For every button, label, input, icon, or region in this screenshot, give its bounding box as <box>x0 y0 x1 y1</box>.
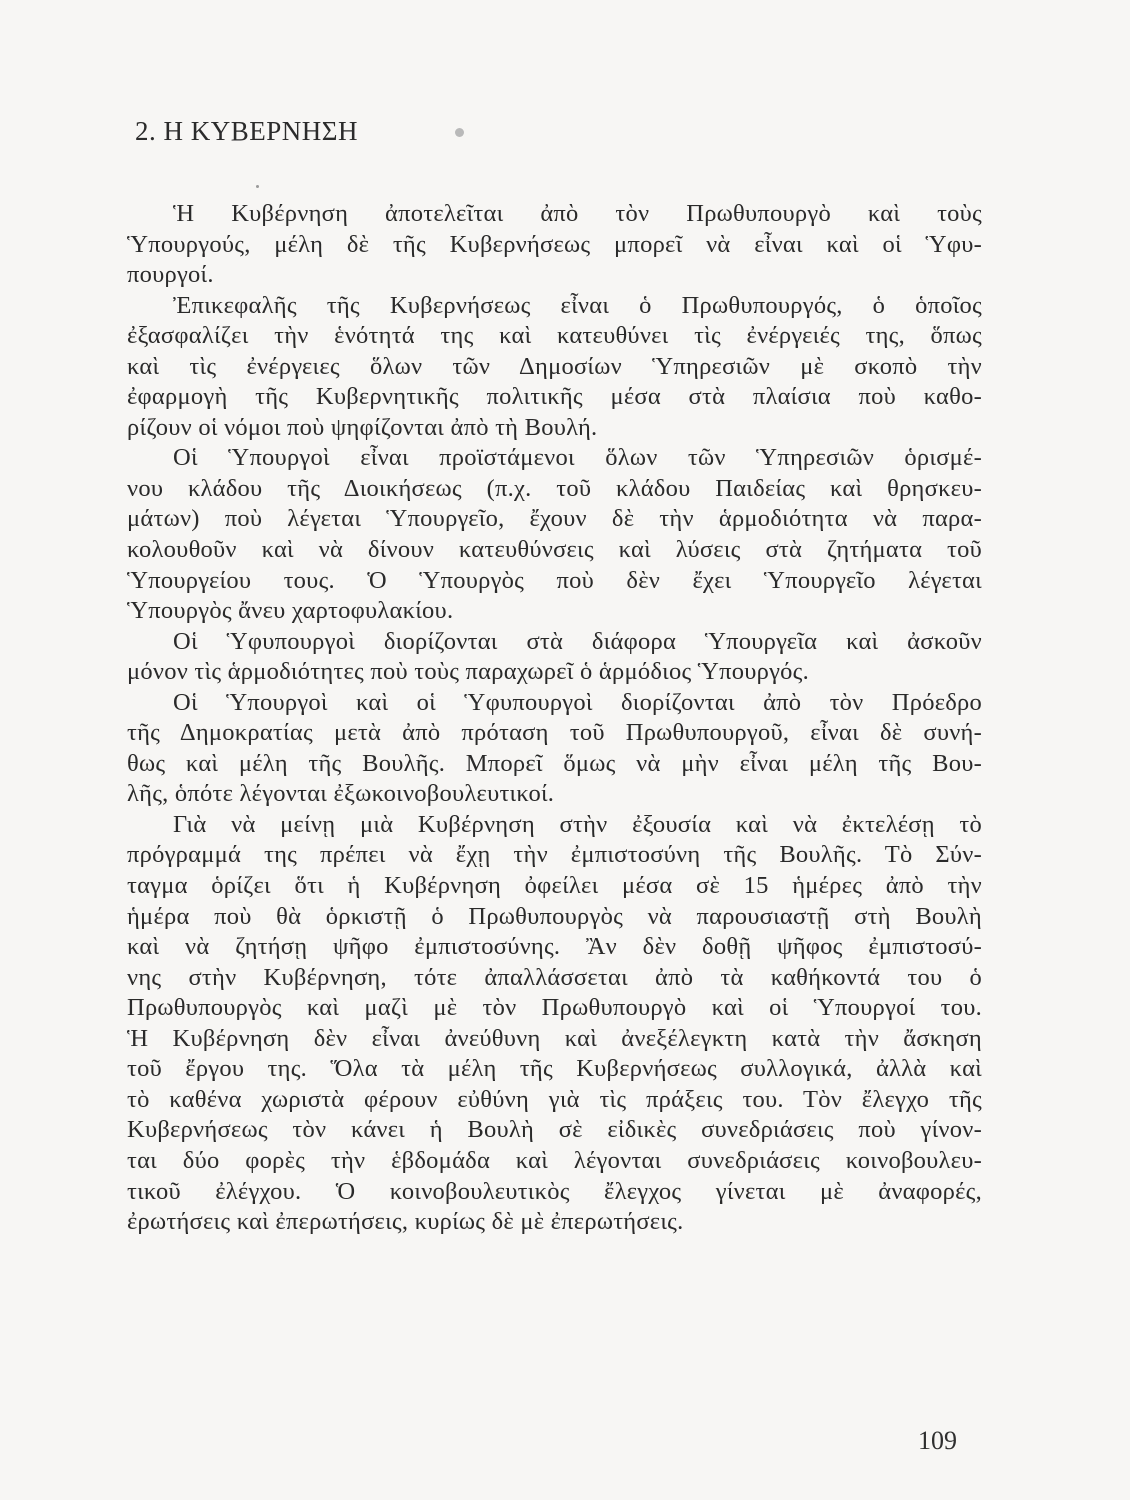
text-line: τῆς Δημοκρατίας μετὰ ἀπὸ πρόταση τοῦ Πρωθυπουργοῦ, εἶναι δὲ συνή- <box>127 719 982 747</box>
text-line: Κυβερνήσεως τὸν κάνει ἡ Βουλὴ σὲ εἰδικὲς συνεδριάσεις ποὺ γίνον- <box>127 1116 982 1144</box>
text-line: Γιὰ νὰ μείνῃ μιὰ Κυβέρνηση στὴν ἐξουσία καὶ νὰ ἐκτελέσῃ τὸ <box>173 810 982 838</box>
text-line: ἡμέρα ποὺ θὰ ὁρκιστῇ ὁ Πρωθυπουργὸς νὰ παρουσιαστῇ στὴ Βουλὴ <box>127 902 982 930</box>
body-text <box>127 199 982 1238</box>
ink-dot <box>256 185 259 188</box>
text-line: Ὑπουργὸς ἄνευ χαρτοφυλακίου. <box>127 597 454 625</box>
text-line: ρίζουν οἱ νόμοι ποὺ ψηφίζονται ἀπὸ τὴ Βουλή. <box>127 413 598 441</box>
text-line: θως καὶ μέλη τῆς Βουλῆς. Μπορεῖ ὅμως νὰ μὴν εἶναι μέλη τῆς Βου- <box>127 749 982 777</box>
section-heading: 2. Η ΚΥΒΕΡΝΗΣΗ <box>135 116 358 146</box>
text-line: νης στὴν Κυβέρνηση, τότε ἀπαλλάσσεται ἀπὸ τὰ καθήκοντά του ὁ <box>127 963 982 991</box>
text-line: μόνον τὶς ἁρμοδιότητες ποὺ τοὺς παραχωρεῖ ὁ ἁρμόδιος Ὑπουργός. <box>127 658 809 686</box>
text-line: Ἡ Κυβέρνηση δὲν εἶναι ἀνεύθυνη καὶ ἀνεξέλεγκτη κατὰ τὴν ἄσκηση <box>127 1024 982 1052</box>
text-line: τοῦ ἔργου της. Ὅλα τὰ μέλη τῆς Κυβερνήσεως συλλογικά, ἀλλὰ καὶ <box>127 1055 982 1083</box>
text-line: τικοῦ ἐλέγχου. Ὁ κοινοβουλευτικὸς ἔλεγχος γίνεται μὲ ἀναφορές, <box>127 1177 982 1205</box>
text-line: ἐρωτήσεις καὶ ἐπερωτήσεις, κυρίως δὲ μὲ ἐπερωτήσεις. <box>127 1208 684 1236</box>
text-line: νου κλάδου τῆς Διοικήσεως (π.χ. τοῦ κλάδου Παιδείας καὶ θρησκευ- <box>127 474 982 502</box>
text-line: μάτων) ποὺ λέγεται Ὑπουργεῖο, ἔχουν δὲ τὴν ἁρμοδιότητα νὰ παρα- <box>127 505 982 533</box>
text-line: Οἱ Ὑπουργοὶ εἶναι προϊστάμενοι ὅλων τῶν Ὑπηρεσιῶν ὁρισμέ- <box>173 444 982 472</box>
text-line: Ὑπουργούς, μέλη δὲ τῆς Κυβερνήσεως μπορεῖ νὰ εἶναι καὶ οἱ Ὑφυ- <box>127 230 982 258</box>
text-line: Πρωθυπουργὸς καὶ μαζὶ μὲ τὸν Πρωθυπουργὸ καὶ οἱ Ὑπουργοί του. <box>127 994 982 1022</box>
text-line: Ὑπουργείου τους. Ὁ Ὑπουργὸς ποὺ δὲν ἔχει Ὑπουργεῖο λέγεται <box>127 566 982 594</box>
text-line: ταγμα ὁρίζει ὅτι ἡ Κυβέρνηση ὀφείλει μέσα σὲ 15 ἡμέρες ἀπὸ τὴν <box>127 872 982 900</box>
text-line: Ἡ Κυβέρνηση ἀποτελεῖται ἀπὸ τὸν Πρωθυπουργὸ καὶ τοὺς <box>173 200 982 227</box>
text-line: ται δύο φορὲς τὴν ἑβδομάδα καὶ λέγονται συνεδριάσεις κοινοβουλευ- <box>127 1146 982 1174</box>
text-line: τὸ καθένα χωριστὰ φέρουν εὐθύνη γιὰ τὶς πράξεις του. Τὸν ἔλεγχο τῆς <box>127 1085 982 1113</box>
text-line: πουργοί. <box>127 261 214 289</box>
text-line: λῆς, ὁπότε λέγονται ἐξωκοινοβουλευτικοί. <box>127 780 555 808</box>
text-line: κολουθοῦν καὶ νὰ δίνουν κατευθύνσεις καὶ λύσεις στὰ ζητήματα τοῦ <box>127 536 982 564</box>
text-line: καὶ νὰ ζητήσῃ ψῆφο ἐμπιστοσύνης. Ἂν δὲν δοθῇ ψῆφος ἐμπιστοσύ- <box>127 933 982 961</box>
text-line: Οἱ Ὑφυπουργοὶ διορίζονται στὰ διάφορα Ὑπουργεῖα καὶ ἀσκοῦν <box>173 627 982 655</box>
ink-speck <box>455 128 464 137</box>
text-line: ἐφαρμογὴ τῆς Κυβερνητικῆς πολιτικῆς μέσα στὰ πλαίσια ποὺ καθο- <box>127 383 982 411</box>
text-line: πρόγραμμά της πρέπει νὰ ἔχῃ τὴν ἐμπιστοσύνη τῆς Βουλῆς. Τὸ Σύν- <box>127 841 982 869</box>
text-line: Ἐπικεφαλῆς τῆς Κυβερνήσεως εἶναι ὁ Πρωθυπουργός, ὁ ὁποῖος <box>173 291 982 319</box>
text-line: καὶ τὶς ἐνέργειες ὅλων τῶν Δημοσίων Ὑπηρεσιῶν μὲ σκοπὸ τὴν <box>127 352 982 380</box>
page-number: 109 <box>918 1426 957 1455</box>
text-line: ἐξασφαλίζει τὴν ἑνότητά της καὶ κατευθύνει τὶς ἐνέργειές της, ὅπως <box>127 322 982 350</box>
text-line: Οἱ Ὑπουργοὶ καὶ οἱ Ὑφυπουργοὶ διορίζονται ἀπὸ τὸν Πρόεδρο <box>173 688 982 716</box>
